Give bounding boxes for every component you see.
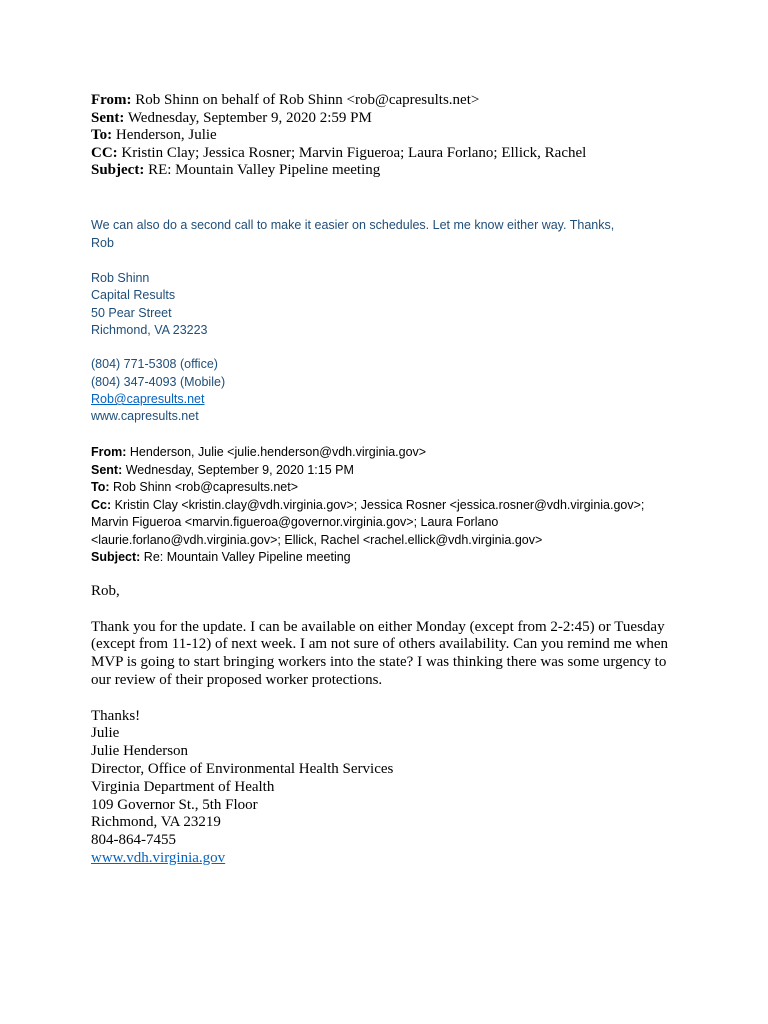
sig-phone-mobile: (804) 347-4093 (Mobile) xyxy=(91,374,226,389)
email-body xyxy=(91,583,691,868)
sent-line xyxy=(91,110,586,128)
fwd-from-value: Henderson, Julie <julie.henderson@vdh.virginia.gov> xyxy=(129,445,427,459)
cc-value: Kristin Clay; Jessica Rosner; Marvin Figueroa; Laura Forlano; Ellick, Rachel xyxy=(121,144,587,161)
sig-phone-office: (804) 771-5308 (office) xyxy=(91,357,218,372)
fwd-to-line xyxy=(91,479,644,497)
from-line xyxy=(91,92,586,110)
to-label: To: xyxy=(91,127,113,143)
full-name: Julie Henderson xyxy=(91,743,189,760)
email-header xyxy=(91,92,586,180)
fwd-to-value: Rob Shinn <rob@capresults.net> xyxy=(113,480,299,494)
to-value: Henderson, Julie xyxy=(115,127,217,143)
forwarded-header xyxy=(91,444,644,567)
from-label: From: xyxy=(91,92,132,108)
vdh-website-link[interactable]: www.vdh.virginia.gov xyxy=(91,849,226,866)
job-title: Director, Office of Environmental Health Services xyxy=(91,760,394,777)
sig-spacer xyxy=(91,339,225,356)
sig-website: www.capresults.net xyxy=(91,409,199,424)
sig-city: Richmond, VA 23223 xyxy=(91,322,208,337)
from-value: Rob Shinn on behalf of Rob Shinn <rob@capresults.net> xyxy=(135,92,480,108)
fwd-cc-value-1: Kristin Clay <kristin.clay@vdh.virginia.gov>; Jessica Rosner <jessica.rosner@vdh.virginia.gov>; xyxy=(114,497,645,512)
fwd-subject-label: Subject: xyxy=(91,550,141,564)
fwd-sent-value: Wednesday, September 9, 2020 1:15 PM xyxy=(125,462,354,477)
sig-name: Rob Shinn xyxy=(91,271,150,285)
sig-company: Capital Results xyxy=(91,288,176,303)
cc-label: CC: xyxy=(91,144,118,161)
sent-label: Sent: xyxy=(91,109,125,126)
org-street: 109 Governor St., 5th Floor xyxy=(91,796,258,813)
cc-line xyxy=(91,145,586,163)
first-name: Julie xyxy=(91,725,120,742)
rob-signature xyxy=(91,270,225,426)
sent-value: Wednesday, September 9, 2020 2:59 PM xyxy=(127,109,372,126)
org-phone: 804-864-7455 xyxy=(91,832,176,849)
org-city: Richmond, VA 23219 xyxy=(91,814,221,831)
fwd-cc-line-2: Marvin Figueroa <marvin.figueroa@governor.virginia.gov>; Laura Forlano xyxy=(91,515,499,529)
reply-message xyxy=(91,217,614,252)
to-line xyxy=(91,127,586,145)
subject-value: RE: Mountain Valley Pipeline meeting xyxy=(148,162,381,178)
fwd-from-line xyxy=(91,444,644,462)
reply-line-1: We can also do a second call to make it easier on schedules. Let me know either way. Thanks, xyxy=(91,218,615,232)
thanks-line: Thanks! xyxy=(91,707,141,724)
fwd-sent-line xyxy=(91,462,644,480)
fwd-cc-line-1 xyxy=(91,497,644,515)
fwd-from-label: From: xyxy=(91,445,127,459)
sig-street: 50 Pear Street xyxy=(91,305,172,320)
fwd-sent-label: Sent: xyxy=(91,462,123,477)
fwd-cc-line-3: <laurie.forlano@vdh.virginia.gov>; Ellick, Rachel <rachel.ellick@vdh.virginia.gov> xyxy=(91,532,543,547)
greeting: Rob, xyxy=(91,583,120,599)
subject-line xyxy=(91,162,586,180)
fwd-to-label: To: xyxy=(91,480,110,494)
fwd-cc-label: Cc: xyxy=(91,497,112,512)
fwd-subject-value: Re: Mountain Valley Pipeline meeting xyxy=(143,550,351,564)
subject-label: Subject: xyxy=(91,162,145,178)
organization: Virginia Department of Health xyxy=(91,778,275,795)
reply-line-2: Rob xyxy=(91,235,114,250)
julie-signature xyxy=(91,708,691,868)
sig-email-link[interactable]: Rob@capresults.net xyxy=(91,392,205,407)
body-paragraph: Thank you for the update. I can be available on either Monday (except from 2-2:45) or Tuesday (except from 11-12) of next week. I am not sure of others availability. Can you remind me when MVP is going to start bringing workers into the state? I was thinking there was some urgency to our review of their proposed worker protections. xyxy=(91,618,669,688)
fwd-subject-line xyxy=(91,549,644,567)
